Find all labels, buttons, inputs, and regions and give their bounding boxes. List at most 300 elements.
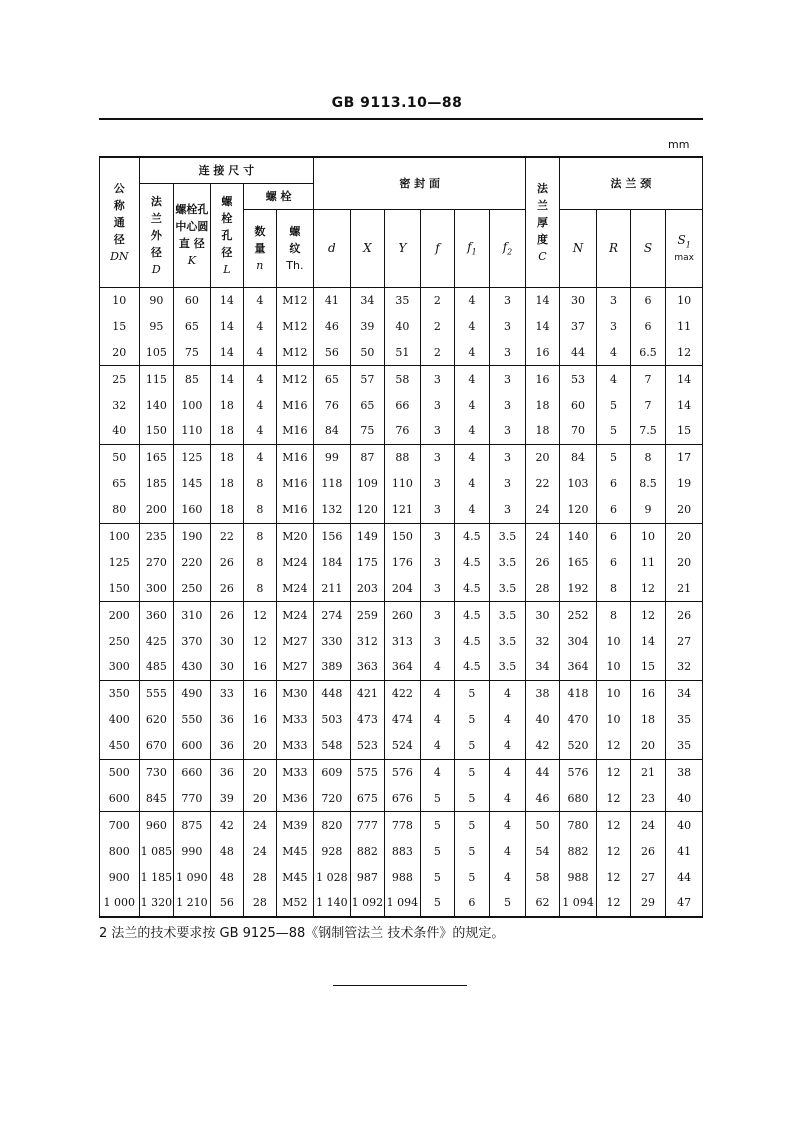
- table-cell: 110: [385, 471, 421, 497]
- table-cell: 88: [385, 444, 421, 470]
- table-cell: 1 085: [139, 838, 174, 864]
- table-cell: 5: [455, 759, 490, 785]
- header-char: 数: [254, 224, 266, 238]
- table-cell: 30: [210, 628, 243, 654]
- table-cell: 883: [385, 838, 421, 864]
- table-cell: 220: [174, 549, 211, 575]
- table-row: [100, 287, 703, 313]
- header-char: 中心圆: [175, 220, 209, 233]
- table-cell: 44: [526, 759, 559, 785]
- table-cell: 7.5: [630, 418, 666, 444]
- table-cell: 84: [559, 444, 597, 470]
- table-cell: 875: [174, 812, 211, 838]
- table-cell: M16: [276, 471, 314, 497]
- table-cell: 600: [174, 733, 211, 759]
- table-cell: 18: [210, 497, 243, 523]
- table-cell: 370: [174, 628, 211, 654]
- table-row: [100, 339, 703, 365]
- table-cell: 184: [314, 549, 351, 575]
- table-cell: 1 320: [139, 890, 174, 917]
- table-cell: 15: [666, 418, 703, 444]
- table-cell: M33: [276, 707, 314, 733]
- table-cell: 16: [526, 339, 559, 365]
- table-cell: 4: [455, 471, 490, 497]
- table-cell: 100: [174, 392, 211, 418]
- table-cell: 8: [597, 575, 630, 601]
- table-cell: 66: [385, 392, 421, 418]
- table-cell: 3: [420, 471, 455, 497]
- table-cell: 26: [210, 602, 243, 628]
- technical-requirements-note: 2 法兰的技术要求按 GB 9125—88《钢制管法兰 技术条件》的规定。: [99, 926, 505, 941]
- table-cell: 4: [489, 733, 526, 759]
- table-cell: 200: [100, 602, 140, 628]
- table-cell: M52: [276, 890, 314, 917]
- table-row: [100, 471, 703, 497]
- table-cell: 29: [630, 890, 666, 917]
- table-row: [100, 707, 703, 733]
- table-cell: 670: [139, 733, 174, 759]
- table-cell: 24: [526, 523, 559, 549]
- table-cell: 5: [597, 392, 630, 418]
- table-cell: 4: [489, 707, 526, 733]
- table-cell: 40: [666, 812, 703, 838]
- table-cell: 14: [526, 313, 559, 339]
- table-cell: 16: [244, 654, 276, 680]
- table-row: [100, 523, 703, 549]
- table-cell: 26: [210, 549, 243, 575]
- table-cell: 3.5: [489, 628, 526, 654]
- table-cell: 12: [597, 785, 630, 811]
- table-cell: 3.5: [489, 523, 526, 549]
- table-cell: 23: [630, 785, 666, 811]
- table-cell: 6: [597, 471, 630, 497]
- table-cell: 8: [244, 471, 276, 497]
- document-header: GB 9113.10—88: [331, 95, 463, 111]
- table-cell: 41: [314, 287, 351, 313]
- table-cell: 26: [526, 549, 559, 575]
- table-cell: 260: [385, 602, 421, 628]
- table-cell: 3: [420, 392, 455, 418]
- table-cell: 473: [350, 707, 385, 733]
- header-char: 孔: [221, 228, 233, 242]
- table-cell: 20: [666, 497, 703, 523]
- table-cell: 250: [174, 575, 211, 601]
- table-cell: 3: [489, 366, 526, 392]
- table-cell: 882: [559, 838, 597, 864]
- table-cell: 26: [666, 602, 703, 628]
- table-cell: 3.5: [489, 602, 526, 628]
- table-cell: 40: [666, 785, 703, 811]
- col-y-header: Y: [385, 209, 421, 287]
- table-cell: M12: [276, 339, 314, 365]
- table-cell: 16: [244, 680, 276, 706]
- table-cell: 6: [455, 890, 490, 917]
- table-cell: 500: [100, 759, 140, 785]
- table-cell: 18: [210, 418, 243, 444]
- table-cell: 132: [314, 497, 351, 523]
- col-d-header: d: [314, 209, 351, 287]
- table-cell: M39: [276, 812, 314, 838]
- table-cell: 19: [666, 471, 703, 497]
- table-cell: 76: [385, 418, 421, 444]
- table-cell: 27: [630, 864, 666, 890]
- table-cell: 364: [385, 654, 421, 680]
- table-cell: 14: [526, 287, 559, 313]
- table-cell: 160: [174, 497, 211, 523]
- table-cell: 4: [597, 366, 630, 392]
- table-cell: 3: [489, 444, 526, 470]
- table-cell: 18: [210, 471, 243, 497]
- table-cell: 51: [385, 339, 421, 365]
- table-cell: 115: [139, 366, 174, 392]
- table-cell: 190: [174, 523, 211, 549]
- table-cell: 10: [597, 707, 630, 733]
- col-l-header: [210, 183, 243, 287]
- table-cell: 400: [100, 707, 140, 733]
- table-cell: 3: [420, 523, 455, 549]
- table-cell: 14: [210, 287, 243, 313]
- table-cell: 25: [100, 366, 140, 392]
- table-cell: 5: [597, 444, 630, 470]
- table-cell: 5: [420, 812, 455, 838]
- table-cell: 2: [420, 339, 455, 365]
- table-cell: 304: [559, 628, 597, 654]
- table-cell: 34: [666, 680, 703, 706]
- table-cell: M16: [276, 392, 314, 418]
- table-cell: 474: [385, 707, 421, 733]
- table-cell: 312: [350, 628, 385, 654]
- table-cell: 988: [559, 864, 597, 890]
- col-s-header: S: [630, 209, 666, 287]
- table-cell: 12: [597, 733, 630, 759]
- table-cell: 730: [139, 759, 174, 785]
- table-cell: 20: [244, 733, 276, 759]
- table-cell: 176: [385, 549, 421, 575]
- table-cell: 33: [210, 680, 243, 706]
- table-cell: 16: [526, 366, 559, 392]
- table-cell: 10: [597, 680, 630, 706]
- table-cell: 3: [489, 339, 526, 365]
- table-cell: 6: [630, 313, 666, 339]
- table-cell: 960: [139, 812, 174, 838]
- table-cell: 8.5: [630, 471, 666, 497]
- table-cell: 8: [244, 523, 276, 549]
- header-char: 纹: [289, 241, 301, 255]
- table-cell: 778: [385, 812, 421, 838]
- col-d-outer-header: [139, 183, 174, 287]
- col-f2-header: $f_2$: [489, 209, 526, 287]
- table-cell: 250: [100, 628, 140, 654]
- table-cell: 4: [489, 785, 526, 811]
- table-cell: 8: [630, 444, 666, 470]
- bolt-group-header: 螺 栓: [244, 183, 314, 209]
- table-cell: 35: [666, 733, 703, 759]
- table-cell: 4: [244, 366, 276, 392]
- table-cell: 418: [559, 680, 597, 706]
- table-cell: 75: [174, 339, 211, 365]
- table-cell: 18: [630, 707, 666, 733]
- table-cell: 35: [666, 707, 703, 733]
- header-char: 兰: [536, 198, 548, 212]
- table-cell: M12: [276, 313, 314, 339]
- table-cell: 490: [174, 680, 211, 706]
- header-char: 螺: [289, 224, 301, 238]
- table-cell: 330: [314, 628, 351, 654]
- table-cell: M27: [276, 628, 314, 654]
- table-cell: 620: [139, 707, 174, 733]
- table-cell: 22: [526, 471, 559, 497]
- col-f-header: f: [420, 209, 455, 287]
- table-cell: M33: [276, 759, 314, 785]
- table-cell: 990: [174, 838, 211, 864]
- table-cell: 20: [526, 444, 559, 470]
- table-cell: 3: [489, 313, 526, 339]
- table-cell: 609: [314, 759, 351, 785]
- table-cell: 4: [455, 287, 490, 313]
- header-symbol: n: [256, 258, 264, 272]
- table-cell: 310: [174, 602, 211, 628]
- table-cell: 65: [314, 366, 351, 392]
- table-cell: 5: [420, 785, 455, 811]
- header-char: 径: [221, 245, 233, 259]
- header-symbol: C: [538, 249, 547, 263]
- table-cell: 12: [597, 812, 630, 838]
- table-cell: 40: [385, 313, 421, 339]
- table-cell: 422: [385, 680, 421, 706]
- table-cell: 110: [174, 418, 211, 444]
- table-cell: 523: [350, 733, 385, 759]
- header-char: 直 径: [178, 237, 205, 250]
- table-cell: 1 000: [100, 890, 140, 917]
- table-row: [100, 418, 703, 444]
- table-cell: 109: [350, 471, 385, 497]
- table-cell: 4: [455, 418, 490, 444]
- table-cell: 300: [100, 654, 140, 680]
- table-cell: 4.5: [455, 602, 490, 628]
- table-cell: 34: [526, 654, 559, 680]
- table-cell: 3: [420, 444, 455, 470]
- table-cell: 125: [100, 549, 140, 575]
- table-cell: 9: [630, 497, 666, 523]
- table-cell: 4: [420, 733, 455, 759]
- table-cell: 185: [139, 471, 174, 497]
- table-cell: 21: [630, 759, 666, 785]
- table-cell: 4: [455, 497, 490, 523]
- table-cell: 4: [244, 444, 276, 470]
- table-cell: 4: [597, 339, 630, 365]
- table-cell: 36: [210, 733, 243, 759]
- table-cell: 70: [559, 418, 597, 444]
- table-cell: 30: [526, 602, 559, 628]
- header-rule: [99, 118, 703, 120]
- table-cell: 3: [489, 392, 526, 418]
- table-cell: 7: [630, 366, 666, 392]
- table-cell: 85: [174, 366, 211, 392]
- col-dn-header: [100, 157, 140, 287]
- table-cell: 46: [526, 785, 559, 811]
- table-cell: 6.5: [630, 339, 666, 365]
- table-cell: 57: [350, 366, 385, 392]
- table-row: [100, 366, 703, 392]
- table-cell: 16: [244, 707, 276, 733]
- table-cell: 1 028: [314, 864, 351, 890]
- flange-dimension-table: [99, 156, 703, 918]
- table-cell: 1 094: [385, 890, 421, 917]
- table-cell: 4: [244, 287, 276, 313]
- table-cell: 175: [350, 549, 385, 575]
- table-cell: 300: [139, 575, 174, 601]
- table-cell: M12: [276, 287, 314, 313]
- table-cell: 3: [420, 497, 455, 523]
- table-cell: 520: [559, 733, 597, 759]
- table-cell: 46: [314, 313, 351, 339]
- header-char: 螺: [221, 194, 233, 208]
- table-cell: 65: [100, 471, 140, 497]
- table-cell: 780: [559, 812, 597, 838]
- table-cell: 259: [350, 602, 385, 628]
- header-char: 法: [536, 181, 548, 195]
- table-cell: 118: [314, 471, 351, 497]
- table-cell: 8: [244, 497, 276, 523]
- table-cell: 24: [526, 497, 559, 523]
- table-cell: 10: [666, 287, 703, 313]
- table-cell: 125: [174, 444, 211, 470]
- table-cell: 4: [489, 838, 526, 864]
- table-cell: M33: [276, 733, 314, 759]
- table-cell: 14: [210, 339, 243, 365]
- header-char: 径: [150, 245, 162, 259]
- table-cell: 40: [100, 418, 140, 444]
- col-x-header: X: [350, 209, 385, 287]
- table-cell: 20: [666, 523, 703, 549]
- table-cell: 3: [420, 575, 455, 601]
- table-cell: 48: [210, 864, 243, 890]
- table-cell: 32: [100, 392, 140, 418]
- table-cell: 50: [350, 339, 385, 365]
- table-cell: M45: [276, 864, 314, 890]
- table-cell: 389: [314, 654, 351, 680]
- header-symbol: DN: [110, 249, 129, 263]
- table-cell: 4.5: [455, 523, 490, 549]
- end-rule: [333, 985, 467, 986]
- table-cell: 20: [630, 733, 666, 759]
- table-row: [100, 890, 703, 917]
- table-cell: 84: [314, 418, 351, 444]
- table-cell: 192: [559, 575, 597, 601]
- table-cell: 675: [350, 785, 385, 811]
- table-cell: 11: [630, 549, 666, 575]
- table-cell: 1 140: [314, 890, 351, 917]
- table-cell: 56: [210, 890, 243, 917]
- table-cell: 65: [350, 392, 385, 418]
- table-cell: 12: [244, 602, 276, 628]
- table-cell: 421: [350, 680, 385, 706]
- unit-label: mm: [668, 138, 690, 151]
- header-symbol: Th.: [286, 258, 304, 272]
- table-cell: 12: [244, 628, 276, 654]
- table-cell: 30: [210, 654, 243, 680]
- header-symbol: D: [151, 262, 161, 276]
- table-cell: 200: [139, 497, 174, 523]
- table-cell: 5: [455, 785, 490, 811]
- table-cell: 4: [489, 680, 526, 706]
- table-cell: M24: [276, 602, 314, 628]
- table-cell: 76: [314, 392, 351, 418]
- table-cell: 4: [244, 313, 276, 339]
- table-cell: 1 094: [559, 890, 597, 917]
- table-cell: 48: [210, 838, 243, 864]
- table-cell: 18: [210, 444, 243, 470]
- table-cell: 14: [666, 366, 703, 392]
- table-cell: 430: [174, 654, 211, 680]
- header-char: 外: [150, 228, 162, 242]
- table-cell: 42: [210, 812, 243, 838]
- table-row: [100, 313, 703, 339]
- table-cell: 882: [350, 838, 385, 864]
- table-cell: 30: [559, 287, 597, 313]
- header-char: 量: [254, 241, 266, 255]
- table-cell: 4: [420, 680, 455, 706]
- table-row: [100, 602, 703, 628]
- table-cell: 1 092: [350, 890, 385, 917]
- table-cell: 24: [244, 812, 276, 838]
- table-cell: 2: [420, 313, 455, 339]
- table-cell: 53: [559, 366, 597, 392]
- table-cell: 6: [630, 287, 666, 313]
- table-cell: M36: [276, 785, 314, 811]
- table-cell: 38: [526, 680, 559, 706]
- table-cell: M24: [276, 575, 314, 601]
- table-cell: 12: [597, 759, 630, 785]
- table-cell: 5: [455, 707, 490, 733]
- table-cell: 75: [350, 418, 385, 444]
- table-cell: 680: [559, 785, 597, 811]
- table-cell: 448: [314, 680, 351, 706]
- table-cell: 39: [350, 313, 385, 339]
- table-cell: 36: [210, 707, 243, 733]
- table-cell: 44: [559, 339, 597, 365]
- table-cell: 4: [489, 864, 526, 890]
- table-cell: 121: [385, 497, 421, 523]
- table-cell: 99: [314, 444, 351, 470]
- table-cell: 777: [350, 812, 385, 838]
- header-char: 法: [150, 194, 162, 208]
- table-cell: 27: [666, 628, 703, 654]
- table-cell: M16: [276, 497, 314, 523]
- table-cell: 54: [526, 838, 559, 864]
- table-cell: 87: [350, 444, 385, 470]
- table-cell: M20: [276, 523, 314, 549]
- table-cell: 37: [559, 313, 597, 339]
- table-cell: M16: [276, 444, 314, 470]
- table-cell: 576: [559, 759, 597, 785]
- header-symbol: L: [223, 262, 231, 276]
- col-k-header: [174, 183, 211, 287]
- table-cell: M30: [276, 680, 314, 706]
- table-cell: 800: [100, 838, 140, 864]
- table-cell: 5: [455, 680, 490, 706]
- table-cell: 39: [210, 785, 243, 811]
- table-cell: 105: [139, 339, 174, 365]
- header-char: 栓: [221, 211, 233, 225]
- table-cell: 60: [559, 392, 597, 418]
- table-cell: 3: [420, 602, 455, 628]
- table-cell: 17: [666, 444, 703, 470]
- table-row: [100, 785, 703, 811]
- table-cell: 7: [630, 392, 666, 418]
- table-cell: 12: [630, 575, 666, 601]
- table-cell: 4: [244, 418, 276, 444]
